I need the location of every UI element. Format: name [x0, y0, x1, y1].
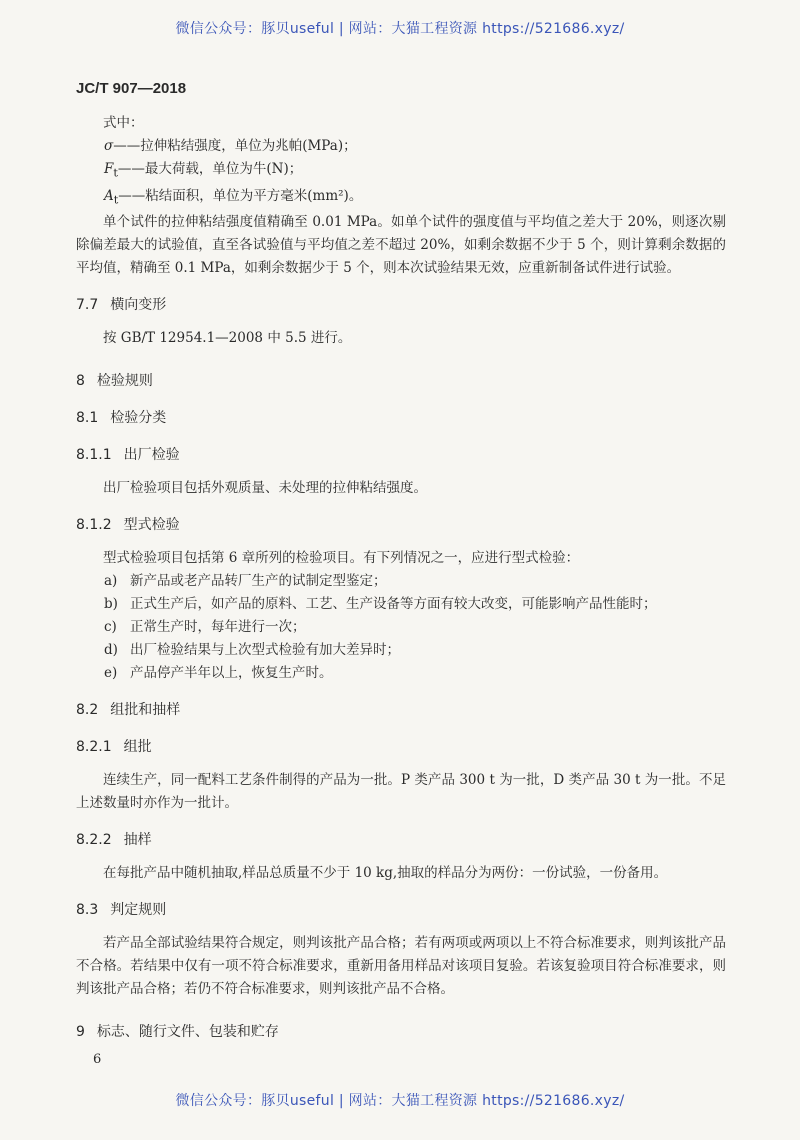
- variable-sigma: σ——拉伸粘结强度，单位为兆帕(MPa)；: [104, 138, 357, 154]
- variable-force: $F_t——$最大荷载，单位为牛(N)；: [104, 161, 303, 180]
- watermark-header: 微信公众号：豚贝useful | 网站：大猫工程资源 https://521686.xyz/: [175, 21, 625, 37]
- watermark-footer: 微信公众号：豚贝useful | 网站：大猫工程资源 https://521686.xyz/: [175, 1093, 625, 1109]
- heading-8-1-2: 8.1.2 型式检验: [76, 517, 180, 534]
- heading-8-2-1: 8.2.1 组批: [76, 739, 152, 756]
- paragraph-7-7: 按 GB/T 12954.1—2008 中 5.5 进行。: [103, 330, 352, 347]
- list-item: d) 出厂检验结果与上次型式检验有加大差异时；: [104, 642, 400, 659]
- heading-8-2: 8.2 组批和抽样: [76, 702, 181, 719]
- paragraph-8-3: 若产品全部试验结果符合规定，则判该批产品合格；若有两项或两项以上不符合标准要求，则判该批产品不合格。若结果中仅有一项不符合标准要求，重新用备用样品对该项目复验。若该复验项目符合标准要求，则判该批产品合格；若仍不符合标准要求，则判该批产品不合格。: [76, 935, 726, 998]
- heading-8-3: 8.3 判定规则: [76, 902, 167, 919]
- list-item: e) 产品停产半年以上，恢复生产时。: [104, 665, 333, 682]
- heading-8-1-1: 8.1.1 出厂检验: [76, 447, 180, 464]
- paragraph-8-1-1: 出厂检验项目包括外观质量、未处理的拉伸粘结强度。: [103, 480, 427, 497]
- heading-8-2-2: 8.2.2 抽样: [76, 832, 152, 849]
- list-item: b) 正式生产后，如产品的原料、工艺、生产设备等方面有较大改变，可能影响产品性能时；: [104, 596, 657, 613]
- list-item: c) 正常生产时，每年进行一次；: [104, 619, 306, 636]
- list-item: a) 新产品或老产品转厂生产的试制定型鉴定；: [104, 573, 387, 590]
- paragraph-strength: 单个试件的拉伸粘结强度值精确至 0.01 MPa。如单个试件的强度值与平均值之差大于 20%，则逐次剔除偏差最大的试验值，直至各试验值与平均值之差不超过 20%，如剩余数据不少于 5 个，则计算剩余数据的平均值，精确至 0.1 MPa，如剩余数据少于 5 个，则本次试验结果无效，应重新制备试件进行试验。: [76, 214, 726, 277]
- document-body: [76, 112, 726, 1058]
- heading-8-1: 8.1 检验分类: [76, 410, 167, 427]
- paragraph-8-2-1: 连续生产，同一配料工艺条件制得的产品为一批。P 类产品 300 t 为一批，D 类产品 30 t 为一批。不足上述数量时亦作为一批计。: [76, 772, 726, 812]
- paragraph-8-2-2: 在每批产品中随机抽取,样品总质量不少于 10 kg,抽取的样品分为两份：一份试验，一份备用。: [103, 865, 668, 882]
- variable-area: $A_t——$粘结面积，单位为平方毫米(mm²)。: [104, 187, 363, 207]
- standard-code: JC/T 907—2018: [76, 80, 187, 97]
- paragraph-8-1-2: 型式检验项目包括第 6 章所列的检验项目。有下列情况之一，应进行型式检验：: [103, 550, 580, 567]
- heading-9: 9 标志、随行文件、包装和贮存: [76, 1024, 279, 1041]
- page-number: 6: [93, 1052, 102, 1067]
- formula-intro: 式中：: [103, 115, 144, 131]
- heading-8: 8 检验规则: [76, 373, 153, 390]
- heading-7-7: 7.7 横向变形: [76, 297, 167, 314]
